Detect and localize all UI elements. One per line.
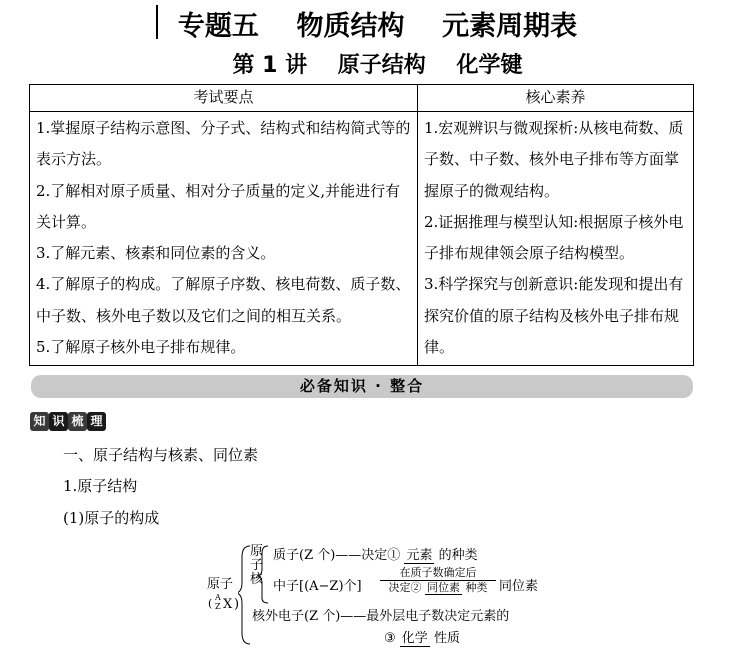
exam-point-2: 2.了解相对原子质量、相对分子质量的定义,并能进行有关计算。 <box>36 181 401 231</box>
electron-num: ③ <box>384 631 396 646</box>
heading-atomic-structure: 1.原子结构 <box>63 477 138 495</box>
exam-point-3: 3.了解元素、核素和同位素的含义。 <box>36 244 276 263</box>
section-banner: 必备知识 · 整合 <box>31 375 693 398</box>
proton-blank: 元素 <box>406 548 433 563</box>
badge-char-3: 梳 <box>68 412 87 431</box>
title-part-topic: 专题五 <box>177 11 259 42</box>
proton-line <box>273 544 478 563</box>
nucleus-char-1: 原 <box>250 544 264 559</box>
proton-text: 质子(Z 个)——决定① <box>273 548 401 563</box>
knowledge-review-badge <box>30 412 106 432</box>
subtitle-topic-a: 原子结构 <box>337 53 426 78</box>
nucleus-label <box>250 545 264 587</box>
electron-line <box>384 627 460 646</box>
core-literacy-1: 1.宏观辨识与微观探析:从核电荷数、质子数、中子数、核外电子排布等方面掌握原子的微观结构。 <box>424 119 684 200</box>
atom-label: 原子 <box>207 577 234 592</box>
header-core-literacy: 核心素养 <box>418 85 694 112</box>
title-part-periodic: 元素周期表 <box>442 11 578 42</box>
exam-point-1: 1.掌握原子结构示意图、分子式、结构式和结构简式等的表示方法。 <box>36 119 411 169</box>
exam-points-cell <box>30 112 418 366</box>
heading-atomic-structure-section: 一、原子结构与核素、同位素 <box>63 446 259 464</box>
requirements-table <box>29 84 694 366</box>
atom-element-symbol: X <box>223 597 233 612</box>
core-literacy-2: 2.证据推理与模型认知:根据原子核外电子排布规律领会原子结构模型。 <box>424 212 684 263</box>
atom-mass-number: A <box>215 593 221 602</box>
heading-atom-composition: (1)原子的构成 <box>63 509 160 527</box>
nucleus-char-3: 核 <box>250 572 264 587</box>
badge-char-2: 识 <box>49 412 68 431</box>
neutron-fraction <box>380 566 496 595</box>
exam-point-5: 5.了解原子核外电子排布规律。 <box>36 338 246 357</box>
badge-char-4: 理 <box>87 412 106 431</box>
electron-blank: 化学 <box>401 631 428 646</box>
neutron-blank: 同位素 <box>427 581 460 594</box>
neutron-result: 同位素 <box>499 579 539 594</box>
core-literacy-cell <box>418 112 694 366</box>
atom-symbol: ( A Z X ) <box>208 593 240 612</box>
neutron-bottom-prefix: 决定② <box>388 581 422 594</box>
neutron-determines <box>380 581 496 595</box>
subtitle-lecture-no: 第 1 讲 <box>232 53 308 78</box>
exam-point-4: 4.了解原子的构成。了解原子序数、核电荷数、质子数、中子数、核外电子数以及它们之间的相互关系。 <box>36 275 411 325</box>
badge-char-1: 知 <box>30 412 49 431</box>
neutron-bottom-suffix: 种类 <box>465 581 488 594</box>
neutron-condition: 在质子数确定后 <box>380 566 496 581</box>
header-exam-points: 考试要点 <box>30 85 418 112</box>
title-part-structure: 物质结构 <box>296 11 405 42</box>
electron-suffix: 性质 <box>433 631 460 646</box>
lecture-subtitle <box>0 48 755 79</box>
electron-text: 核外电子(Z 个)——最外层电子数决定元素的 <box>252 609 510 624</box>
page-title <box>0 4 755 43</box>
neutron-text: 中子[(A−Z)个] <box>273 579 362 594</box>
subtitle-topic-b: 化学键 <box>456 53 523 78</box>
atom-atomic-number: Z <box>215 602 221 611</box>
core-literacy-3: 3.科学探究与创新意识:能发现和提出有探究价值的原子结构及核外电子排布规律。 <box>424 275 684 357</box>
nucleus-char-2: 子 <box>250 558 264 573</box>
proton-suffix: 的种类 <box>438 548 478 563</box>
